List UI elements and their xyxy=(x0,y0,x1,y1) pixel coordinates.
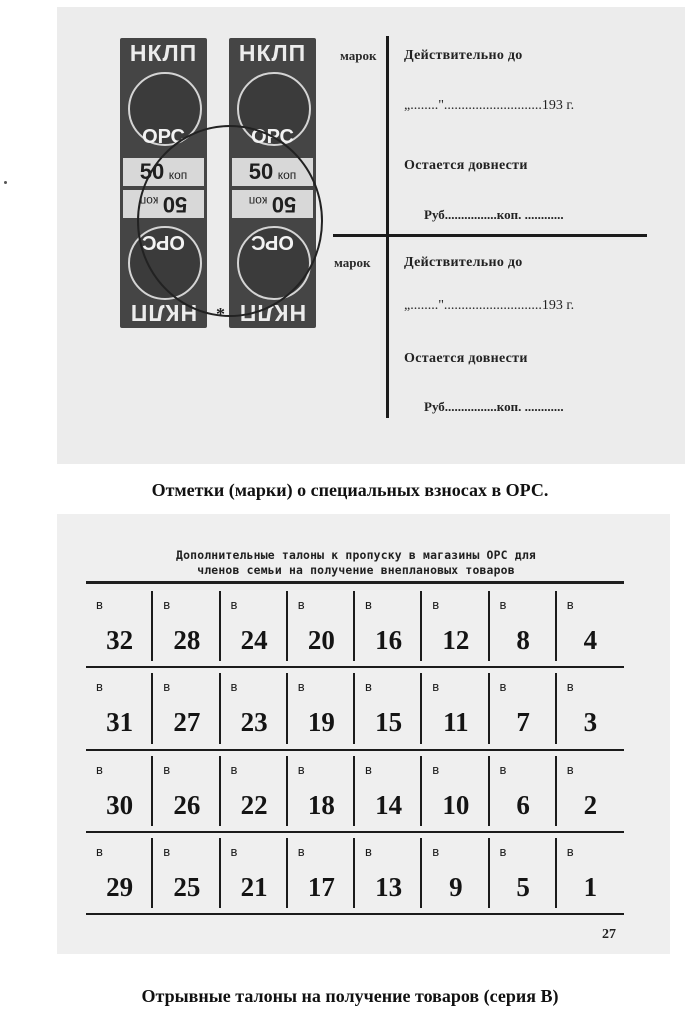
stamp-unit: коп xyxy=(277,168,297,182)
stamp-value-band xyxy=(123,158,204,186)
coupon-series-letter: в xyxy=(499,761,507,777)
caption-coupons: Отрывные талоны на получение товаров (серия В) xyxy=(141,986,559,1006)
coupon-cell xyxy=(557,667,624,749)
stamp-unit: коп xyxy=(139,194,159,208)
stamp-orc-label: ОРС xyxy=(251,126,294,148)
coupon-cell xyxy=(221,750,288,832)
receipt-divider-vertical xyxy=(386,36,389,418)
coupon-series-letter: в xyxy=(499,843,507,859)
caption-stamps: Отметки (марки) о специальных взносах в ОРС. xyxy=(151,480,549,500)
coupon-number: 18 xyxy=(307,789,335,820)
coupon-series-letter: в xyxy=(566,679,574,695)
stamp-orc-label-inverted: ОРС xyxy=(251,231,294,253)
coupon-number: 23 xyxy=(240,707,268,738)
coupon-series-letter: в xyxy=(230,597,238,612)
coupon-cell xyxy=(490,667,557,749)
coupon-cell xyxy=(86,585,153,667)
coupon-series-letter: в xyxy=(566,597,574,612)
coupon-cell xyxy=(221,832,288,914)
coupon-number: 8 xyxy=(516,625,530,655)
orc-stamp xyxy=(229,38,316,328)
stamp-unit: коп xyxy=(168,168,188,182)
stamp-value-band xyxy=(232,158,313,186)
coupon-series-letter: в xyxy=(163,679,171,695)
rub-kop-line: Руб................коп. ............ xyxy=(424,207,564,222)
coupon-number: 15 xyxy=(375,707,403,738)
orc-stamp xyxy=(120,38,207,328)
coupon-series-letter: в xyxy=(297,843,305,859)
coupon-number: 26 xyxy=(173,789,201,820)
coupon-cell xyxy=(355,667,422,749)
coupon-series-letter: в xyxy=(432,761,440,777)
stamp-orc-label-inverted: ОРС xyxy=(142,231,185,253)
coupon-number: 28 xyxy=(173,625,201,655)
stamp-star: * xyxy=(216,304,226,324)
coupon-number: 19 xyxy=(307,707,335,738)
coupon-number: 24 xyxy=(240,625,268,655)
coupon-number: 2 xyxy=(583,789,598,820)
coupon-series-letter: в xyxy=(499,597,507,612)
stamp-footer: НКЛП xyxy=(238,300,307,326)
coupon-cell xyxy=(355,585,422,667)
coupon-cell xyxy=(422,832,489,914)
coupon-series-letter: в xyxy=(432,679,440,695)
coupon-number: 13 xyxy=(375,871,403,902)
valid-until-label: Действительно до xyxy=(404,48,523,63)
coupon-cell xyxy=(86,750,153,832)
coupon-number: 27 xyxy=(173,707,201,738)
coupon-cell xyxy=(490,585,557,667)
coupon-cell xyxy=(490,750,557,832)
coupon-cell xyxy=(422,585,489,667)
remaining-label: Остается довнести xyxy=(404,351,528,366)
coupon-series-letter: в xyxy=(163,597,171,612)
coupon-number: 9 xyxy=(449,871,463,902)
coupon-series-letter: в xyxy=(96,761,103,777)
coupon-series-letter: в xyxy=(566,843,574,859)
coupon-series-letter: в xyxy=(365,679,372,695)
receipt-header-fragment: марок xyxy=(340,48,377,63)
coupon-series-letter: в xyxy=(163,843,171,859)
coupon-number: 11 xyxy=(443,707,469,738)
coupon-cell xyxy=(221,585,288,667)
coupon-number: 25 xyxy=(173,871,201,902)
coupon-number: 3 xyxy=(583,707,598,738)
coupon-cell xyxy=(221,667,288,749)
coupon-sheet-rule xyxy=(86,581,624,584)
coupon-number: 7 xyxy=(516,707,530,738)
coupon-cell xyxy=(153,585,220,667)
coupon-cell xyxy=(288,667,355,749)
coupon-series-letter: в xyxy=(566,761,574,777)
coupon-series-letter: в xyxy=(365,761,372,777)
remaining-label: Остается довнести xyxy=(404,158,528,173)
rub-kop-line: Руб................коп. ............ xyxy=(424,399,564,414)
stamp-header: НКЛП xyxy=(129,40,198,66)
coupon-number: 31 xyxy=(106,707,134,738)
coupon-series-letter: в xyxy=(297,679,305,695)
coupon-series-letter: в xyxy=(297,597,305,612)
coupon-series-letter: в xyxy=(96,843,103,859)
coupon-cell xyxy=(288,750,355,832)
coupon-series-letter: в xyxy=(96,597,103,612)
stamp-header: НКЛП xyxy=(238,40,307,66)
coupon-cell xyxy=(86,667,153,749)
coupon-number: 1 xyxy=(583,871,598,902)
coupon-series-letter: в xyxy=(297,761,305,777)
coupon-number: 12 xyxy=(442,625,470,655)
coupon-series-letter: в xyxy=(499,679,507,695)
coupon-series-letter: в xyxy=(365,843,372,859)
coupon-number: 30 xyxy=(106,789,134,820)
coupon-series-letter: в xyxy=(230,761,238,777)
coupon-series-letter: в xyxy=(230,679,238,695)
coupon-series-letter: в xyxy=(432,597,440,612)
coupon-cell xyxy=(557,750,624,832)
receipt-header-fragment: марок xyxy=(334,255,371,270)
valid-until-date-line: „........"............................193 г. xyxy=(404,98,575,113)
coupon-sheet-subtitle: членов семьи на получение внеплановых товаров xyxy=(197,563,515,577)
coupon-number: 10 xyxy=(442,789,470,820)
coupon-cell xyxy=(86,832,153,914)
coupon-cell xyxy=(422,667,489,749)
stamp-value: 50 xyxy=(162,192,188,217)
coupon-cell xyxy=(288,832,355,914)
coupon-number: 6 xyxy=(516,789,530,820)
coupon-cell xyxy=(355,750,422,832)
stamp-value: 50 xyxy=(248,159,274,184)
page-number: 27 xyxy=(602,927,616,942)
coupon-cell xyxy=(557,585,624,667)
coupon-series-letter: в xyxy=(163,761,171,777)
coupon-number: 20 xyxy=(307,625,335,655)
coupon-cell xyxy=(355,832,422,914)
coupon-number: 4 xyxy=(583,625,598,655)
coupon-series-letter: в xyxy=(96,679,103,695)
stamp-unit: коп xyxy=(248,194,268,208)
coupon-number: 17 xyxy=(307,871,335,902)
coupon-cell xyxy=(153,832,220,914)
coupon-series-letter: в xyxy=(365,597,372,612)
coupon-cell xyxy=(422,750,489,832)
coupon-cell xyxy=(288,585,355,667)
coupon-number: 16 xyxy=(375,625,403,655)
coupon-cell xyxy=(153,750,220,832)
coupon-number: 5 xyxy=(516,871,530,902)
receipt-divider-horizontal xyxy=(333,234,647,237)
coupon-sheet-title: Дополнительные талоны к пропуску в магазины ОРС для xyxy=(176,548,536,562)
valid-until-date-line: „........"............................193 г. xyxy=(404,298,575,313)
coupon-series-letter: в xyxy=(432,843,440,859)
valid-until-label: Действительно до xyxy=(404,255,523,270)
coupon-grid xyxy=(86,585,624,914)
coupon-cell xyxy=(490,832,557,914)
coupon-number: 29 xyxy=(106,871,134,902)
coupon-number: 32 xyxy=(106,625,134,655)
coupon-number: 14 xyxy=(375,789,403,820)
coupon-cell xyxy=(557,832,624,914)
coupon-number: 21 xyxy=(240,871,268,902)
coupon-number: 22 xyxy=(240,789,268,820)
stamp-value-band-inverted xyxy=(123,190,204,218)
scan-speck xyxy=(4,181,7,184)
stamp-value: 50 xyxy=(271,192,297,217)
stamp-value-band-inverted xyxy=(232,190,313,218)
coupon-series-letter: в xyxy=(230,843,238,859)
stamp-value: 50 xyxy=(139,159,165,184)
stamp-footer: НКЛП xyxy=(129,300,198,326)
coupon-row-rule xyxy=(86,913,624,915)
coupon-cell xyxy=(153,667,220,749)
stamp-orc-label: ОРС xyxy=(142,126,185,148)
